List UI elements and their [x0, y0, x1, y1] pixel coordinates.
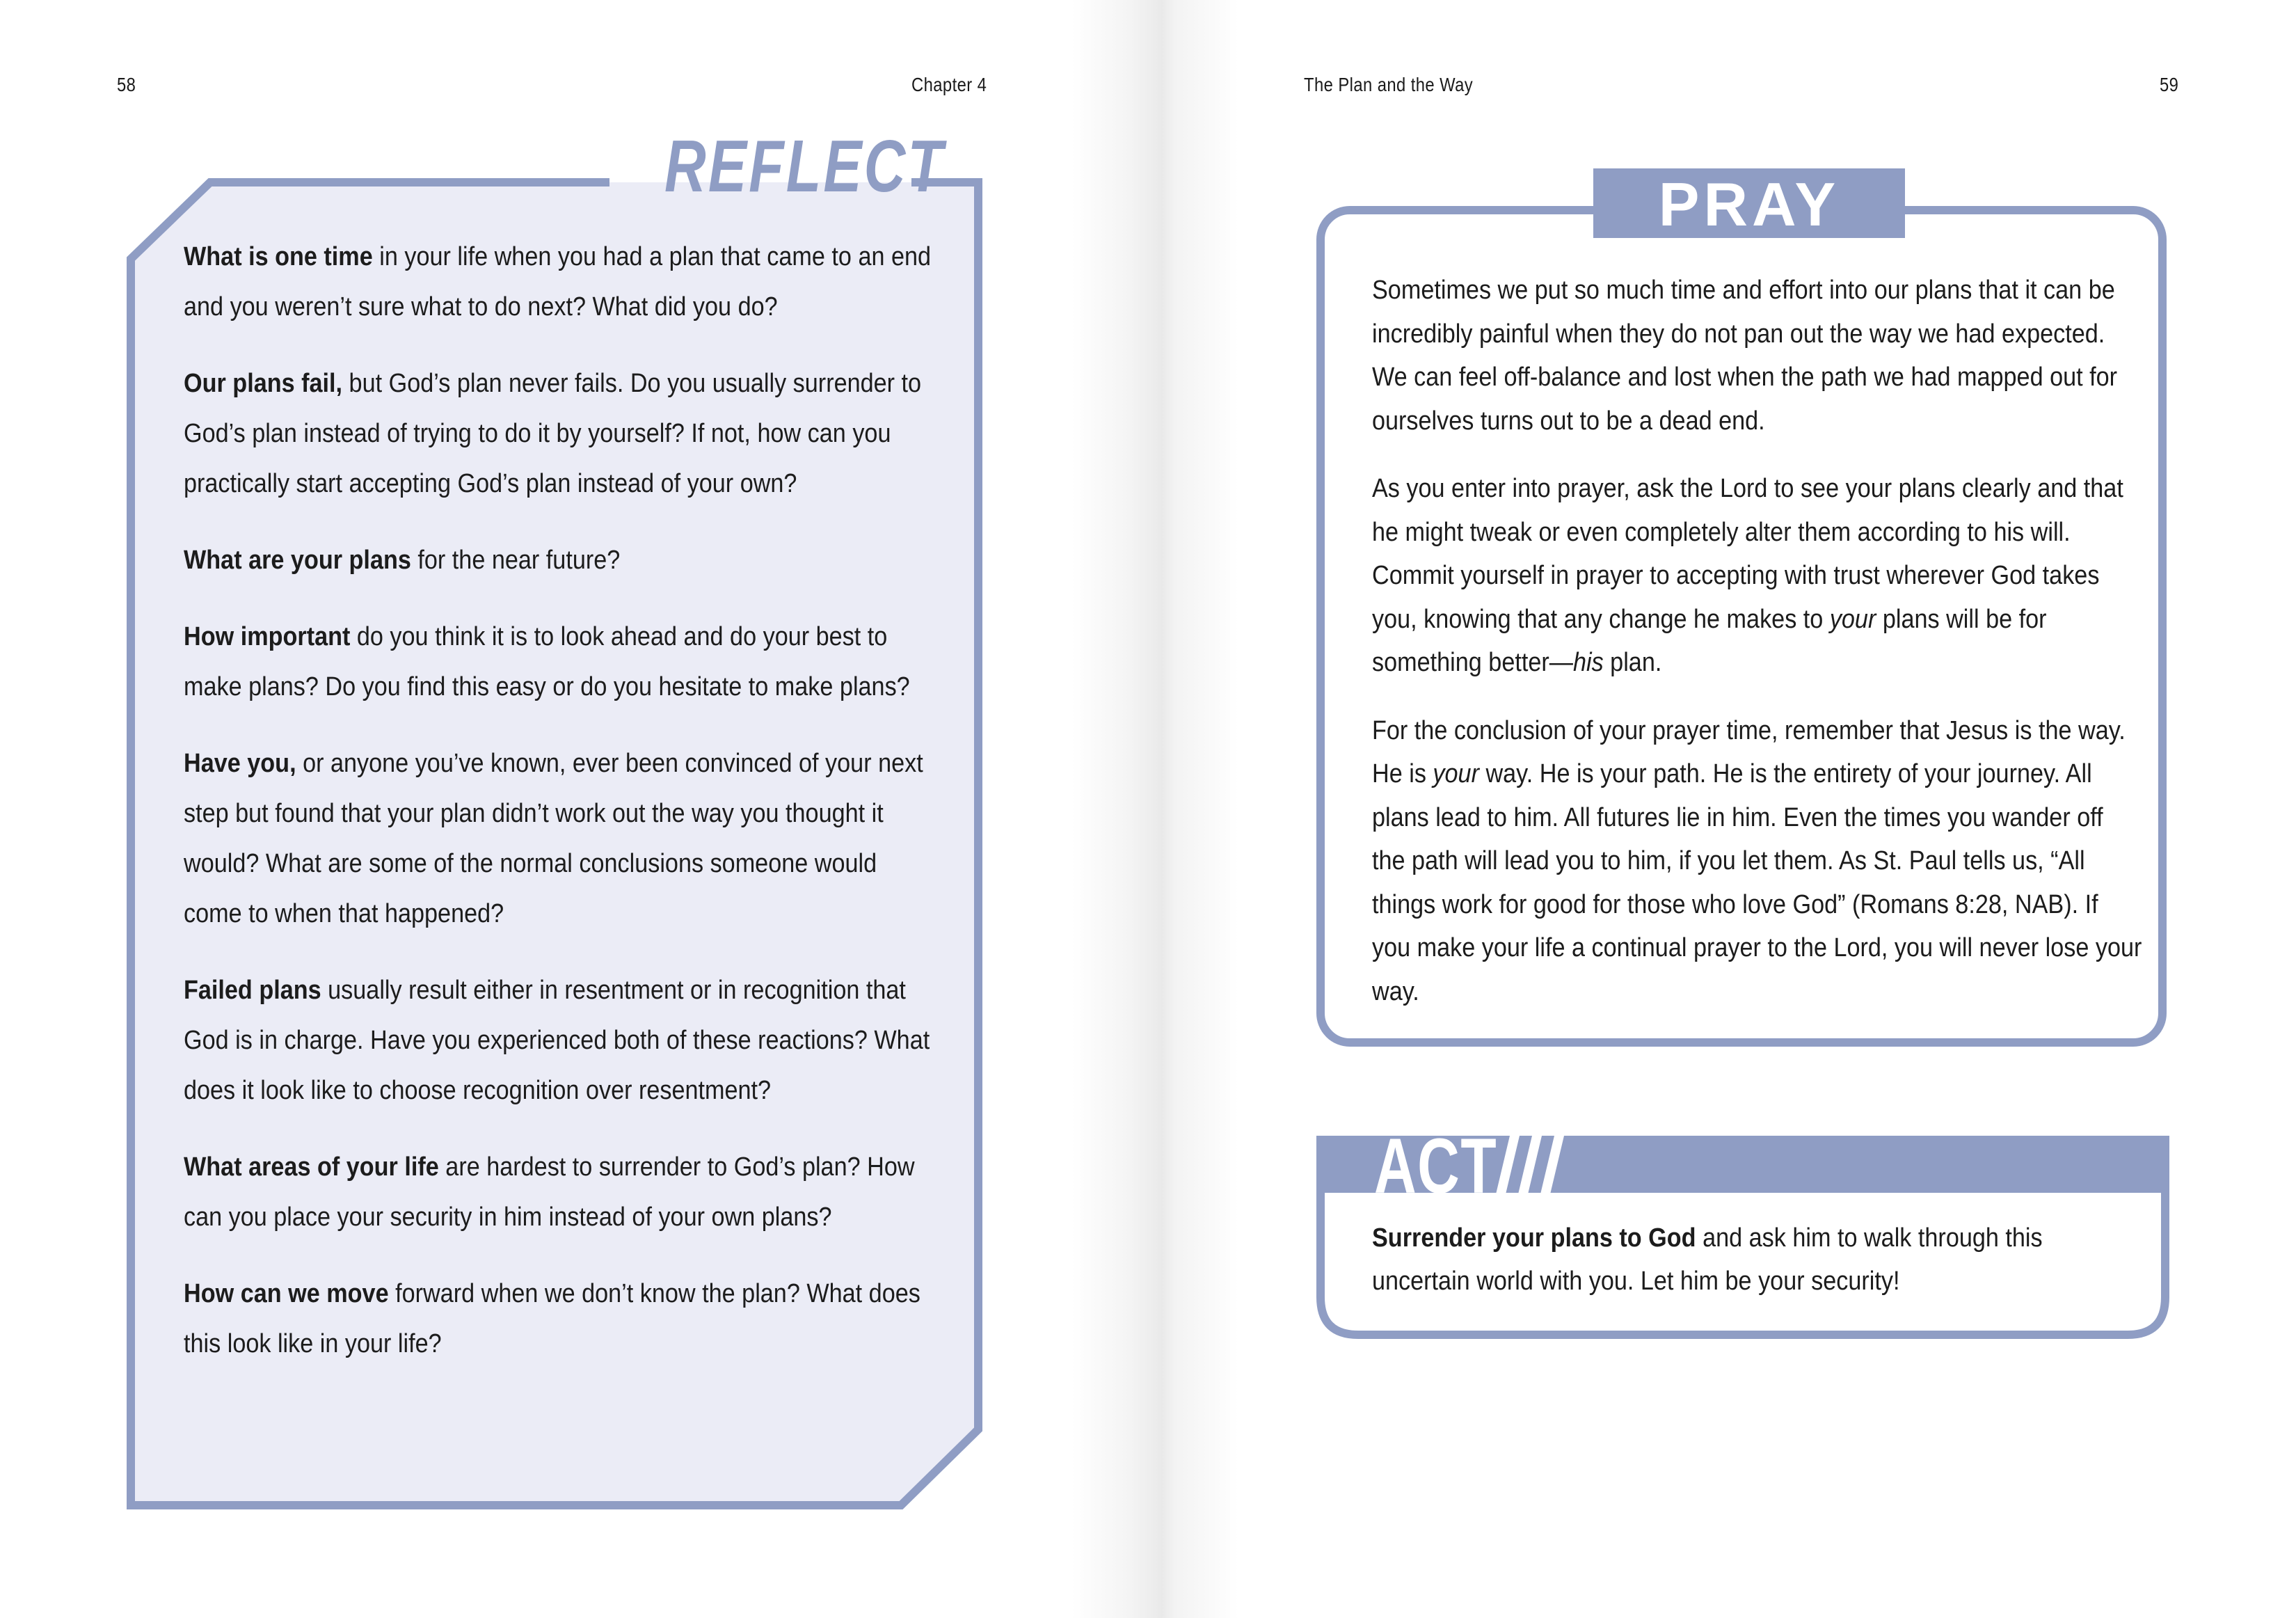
reflect-question: What is one time in your life when you had a plan that came to an end and you weren’t sure what to do next? What did you do? [184, 242, 932, 322]
slash-decoration-icon [1489, 1130, 1586, 1200]
act-heading: ACT [1374, 1123, 1498, 1209]
reflect-question: Our plans fail, but God’s plan never fails. Do you usually surrender to God’s plan instead of trying to do it by yourself? If not, how can you practically start accepting God’s plan instead of your own? [184, 369, 922, 498]
reflect-question: What areas of your life are hardest to surrender to God’s plan? How can you place your security in him instead of your own plans? [184, 1152, 915, 1232]
reflect-question: How important do you think it is to look ahead and do your best to make plans? Do you find this easy or do you hesitate to make plans? [184, 622, 910, 701]
pray-paragraph: Sometimes we put so much time and effort into our plans that it can be incredibly painful when they do not pan out the way we had expected. We can feel off-balance and lost when the path we had mapped out for ourselves turns out to be a dead end. [1372, 276, 2118, 436]
pray-paragraph: For the conclusion of your prayer time, remember that Jesus is the way. He is your way. He is your path. He is the entirety of your journey. All plans lead to him. All futures lie in him. Even the times you wander off the path will lead you to him, if you let them. As St. Paul tells us, “All things work for good for those who love God” (Romans 8:28, NAB). If you make your life a continual prayer to the Lord, you will never lose your way. [1372, 715, 2142, 1006]
reflect-question: Failed plans usually result either in resentment or in recognition that God is in charge. Have you experienced both of these reactions? What does it look like to choose recognition over resentment? [184, 976, 930, 1105]
reflect-question: How can we move forward when we don’t know the plan? What does this look like in your life? [184, 1279, 920, 1358]
left-page-number: 58 [117, 74, 136, 95]
act-paragraph: Surrender your plans to God and ask him to walk through this uncertain world with you. Let him be your security! [1372, 1223, 2043, 1296]
pray-paragraph: As you enter into prayer, ask the Lord to see your plans clearly and that he might tweak or even completely alter them according to his will. Commit yourself in prayer to accepting with trust wherever God takes you, knowing that any change he makes to your plans will be for something better—his plan. [1372, 474, 2123, 677]
act-text [1372, 1216, 2144, 1303]
left-running-head: Chapter 4 [911, 74, 987, 95]
reflect-question: Have you, or anyone you’ve known, ever been convinced of your next step but found that your plan didn’t work out the way you thought it would? What are some of the normal conclusions someone would come to when that happened? [184, 749, 923, 928]
reflect-question: What are your plans for the near future? [184, 546, 621, 575]
right-page-number: 59 [2160, 74, 2179, 95]
pray-heading: PRAY [1658, 170, 1840, 239]
reflect-heading: REFLECT [664, 125, 946, 207]
right-running-head: The Plan and the Way [1304, 74, 1474, 95]
